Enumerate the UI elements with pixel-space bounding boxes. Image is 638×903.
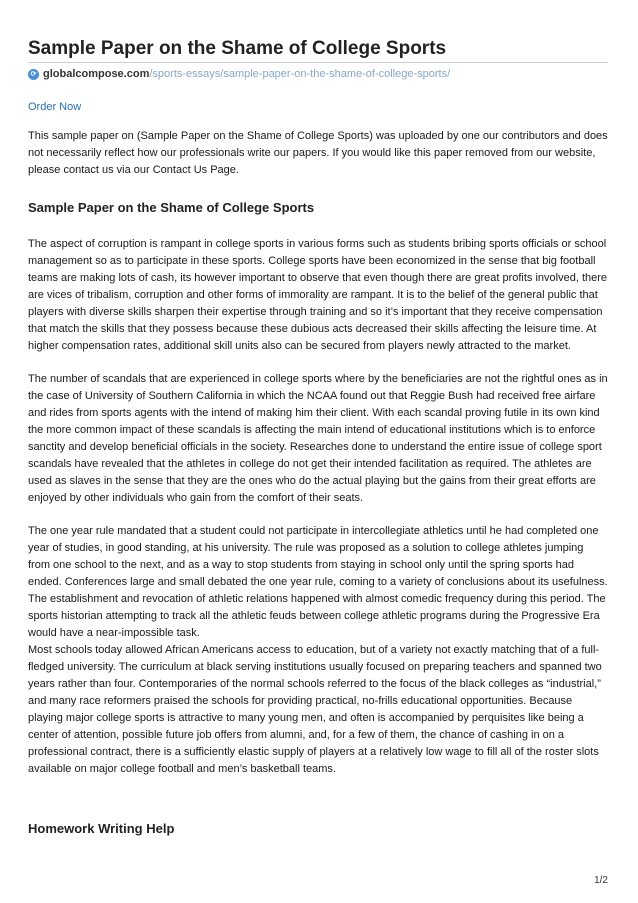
source-line [28, 68, 450, 80]
body-paragraph-4: Most schools today allowed African Americans access to education, but of a variety not exactly matching that of a full-fledged university. The curriculum at black serving institutions usually focused on preparing teachers and spanned two years rather than four. Contemporaries of the normal schools referred to the focus of the black colleges as “industrial,” and many race reformers praised the schools for providing practical, no-frills educational opportunities. Because playing major college sports is attractive to many young men, and often is accompanied by perquisites like being a center of attention, possible future job offers from alumni, and, for a few of them, the chance of cashing in on a professional contract, there is a sufficiently elastic supply of players at a relatively low wage to fill all of the roster slots available on major college football and men’s basketball teams. [28, 644, 602, 775]
order-now-link[interactable]: Order Now [28, 101, 82, 113]
title-divider [28, 62, 608, 63]
page-number: 1/2 [594, 875, 608, 886]
source-domain[interactable]: globalcompose.com [43, 68, 150, 80]
body-paragraph-2: The number of scandals that are experienced in college sports where by the beneficiaries are not the rightful ones as in the case of University of Southern California in which the NCAA found out that Reggie Bush had received free airfare and rides from sports agents with the intend of making him their client. With each scandal proving futile in its own kind the more common impact of these scandals is affecting the main intend of educational institutions which is to enforce sanctity and develop beneficial officials in the society. Researches done to understand the entire issue of college sport scandals have revealed that the athletes in college do not get their intended facilitation as required. The athletes are used as slaves in the sense that they are the ones who do the actual playing but the gains from their great efforts are enjoyed by other individuals who gain from the comfort of their seats. [28, 373, 608, 504]
page-title: Sample Paper on the Shame of College Sports [28, 38, 447, 59]
intro-paragraph: This sample paper on (Sample Paper on the Shame of College Sports) was uploaded by one our contributors and does not necessarily reflect how our professionals write our papers. If you would like this paper removed from our website, please contact us via our Contact Us Page. [28, 130, 608, 176]
globe-icon: ⟳ [28, 69, 39, 80]
body-paragraph-1: The aspect of corruption is rampant in college sports in various forms such as students bribing sports officials or school management so as to participate in these sports. College sports have been economized in the sense that big football teams are making lots of cash, its however important to observe that even though there are great profits involved, there are vices of tribalism, corruption and other forms of immorality are rampant. It is to the belief of the general public that players with diverse skills sharpen their expertise through training and so it’s important that they receive compensation that match the skills that they possess because these dubious acts decreased their skills affecting the leisure time. At higher compensation rates, additional skill units also can be secured from players newly attracted to the market. [28, 238, 608, 352]
body-paragraph-3: The one year rule mandated that a student could not participate in intercollegiate athletics until he had completed one year of studies, in good standing, at his university. The rule was proposed as a solution to college athletes jumping from one school to the next, and as a way to stop students from staying in school only until the spring sports had ended. Conferences large and small debated the one year rule, coming to a variety of conclusions about its usefulness. The establishment and revocation of athletic relations happened with almost comedic frequency during this period. The sports historian attempting to track all the athletic feuds between college athletic programs during the Progressive Era would have a near-impossible task. [28, 525, 608, 639]
footer-heading: Homework Writing Help [28, 821, 175, 836]
source-path[interactable]: /sports-essays/sample-paper-on-the-shame-of-college-sports/ [149, 68, 451, 80]
section-heading: Sample Paper on the Shame of College Sports [28, 200, 315, 215]
